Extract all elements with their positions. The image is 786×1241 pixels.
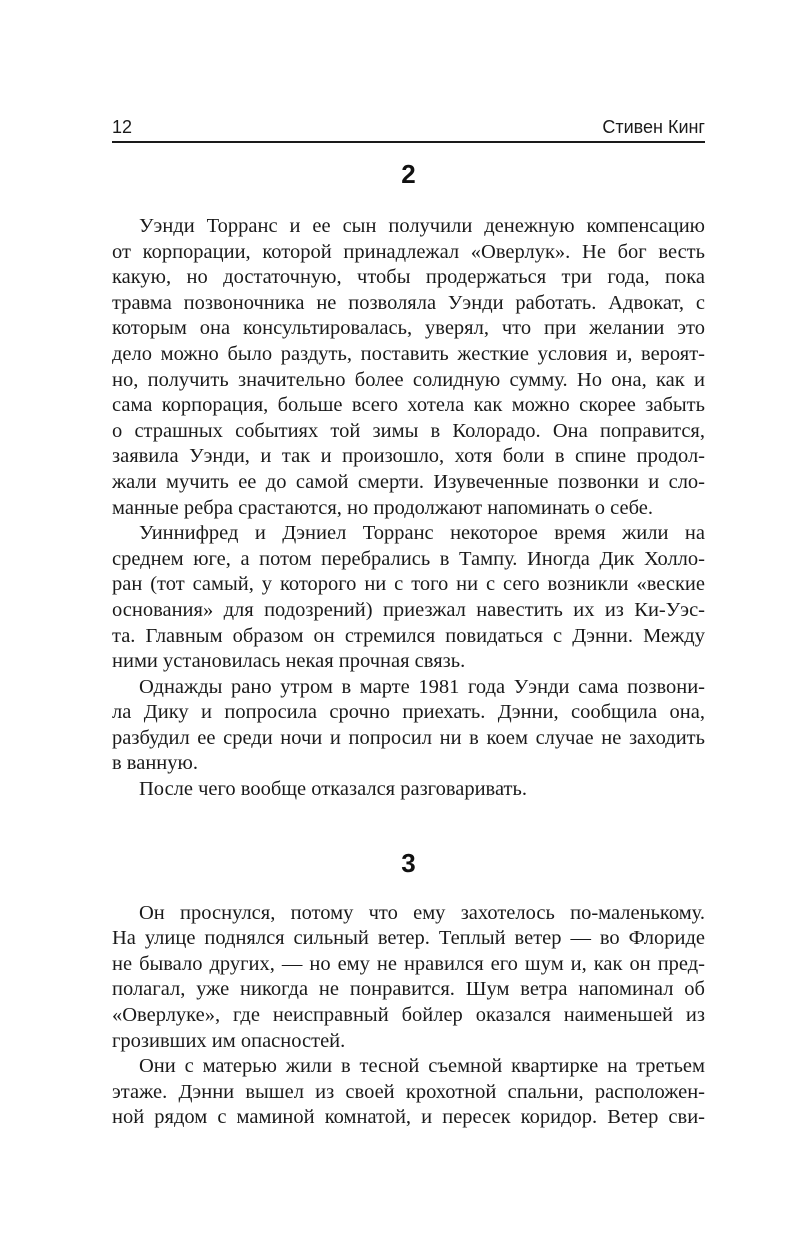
- header-rule: [112, 141, 705, 143]
- text-line: заявила Уэнди, и так и произошло, хотя боли в спине продол-: [112, 445, 705, 468]
- text-line: этаже. Дэнни вышел из своей крохотной спальни, расположен-: [112, 1080, 705, 1103]
- text-line: от корпорации, которой принадлежал «Оверлук». Не бог весть: [112, 240, 705, 263]
- paragraph: [112, 1054, 705, 1131]
- running-title: Стивен Кинг: [602, 117, 705, 137]
- text-line: сама корпорация, больше всего хотела как можно скорее забыть: [112, 394, 705, 417]
- paragraph: [112, 901, 705, 1055]
- text-line: травма позвоночника не позволяла Уэнди работать. Адвокат, с: [112, 291, 705, 314]
- paragraph: [112, 777, 705, 803]
- text-line: о страшных событиях той зимы в Колорадо. Она поправится,: [112, 419, 705, 442]
- page-content: [112, 0, 705, 1131]
- text-line: манные ребра срастаются, но продолжают напоминать о себе.: [112, 496, 654, 519]
- text-line: не бывало других, — но ему не нравился его шум и, как он пред-: [112, 952, 705, 975]
- text-line: ними установилась некая прочная связь.: [112, 650, 466, 673]
- text-line: Однажды рано утром в марте 1981 года Уэнди сама позвони-: [139, 675, 705, 698]
- text-line: та. Главным образом он стремился повидаться с Дэнни. Между: [112, 624, 705, 647]
- text-line: Они с матерью жили в тесной съемной квартирке на третьем: [139, 1055, 705, 1078]
- text-line: Он проснулся, потому что ему захотелось по-маленькому.: [139, 901, 705, 924]
- text-line: ной рядом с маминой комнатой, и пересек коридор. Ветер сви-: [112, 1106, 705, 1129]
- paragraph: [112, 521, 705, 675]
- text-line: ла Дику и попросила срочно приехать. Дэнни, сообщила она,: [112, 701, 705, 724]
- paragraph: [112, 214, 705, 521]
- text-line: какую, но достаточную, чтобы продержаться три года, пока: [112, 266, 705, 289]
- page-number: 12: [112, 117, 133, 137]
- text-line: основания» для подозрений) приезжал навестить их из Ки-Уэс-: [112, 598, 705, 621]
- text-line: грозивших им опасностей.: [112, 1029, 346, 1052]
- section-heading-3: 3: [401, 847, 416, 878]
- text-line: После чего вообще отказался разговаривать.: [139, 778, 527, 801]
- text-line: «Оверлуке», где неисправный бойлер оказался наименьшей из: [112, 1004, 705, 1027]
- paragraph: [112, 675, 705, 777]
- text-line: дело можно было раздуть, поставить жесткие условия и, вероят-: [112, 342, 705, 365]
- text-line: среднем юге, а потом перебрались в Тампу. Иногда Дик Холло-: [112, 547, 705, 570]
- page-header: [112, 117, 705, 137]
- text-line: которым она консультировалась, уверял, что при желании это: [112, 317, 705, 340]
- section-heading-2: 2: [401, 159, 416, 189]
- text-line: но, получить значительно более солидную сумму. Но она, как и: [112, 368, 705, 391]
- text-line: жали мучить ее до самой смерти. Изувеченные позвонки и сло-: [112, 470, 705, 493]
- text-line: ран (тот самый, у которого ни с того ни с сего возникли «веские: [112, 573, 705, 596]
- text-line: Уиннифред и Дэниел Торранс некоторое время жили на: [139, 522, 705, 545]
- text-line: разбудил ее среди ночи и попросил ни в коем случае не заходить: [112, 726, 705, 749]
- text-line: полагал, уже никогда не понравится. Шум ветра напоминал об: [112, 978, 705, 1001]
- text-line: На улице поднялся сильный ветер. Теплый ветер — во Флориде: [112, 927, 705, 950]
- text-line: в ванную.: [112, 752, 198, 775]
- text-line: Уэнди Торранс и ее сын получили денежную компенсацию: [139, 215, 705, 237]
